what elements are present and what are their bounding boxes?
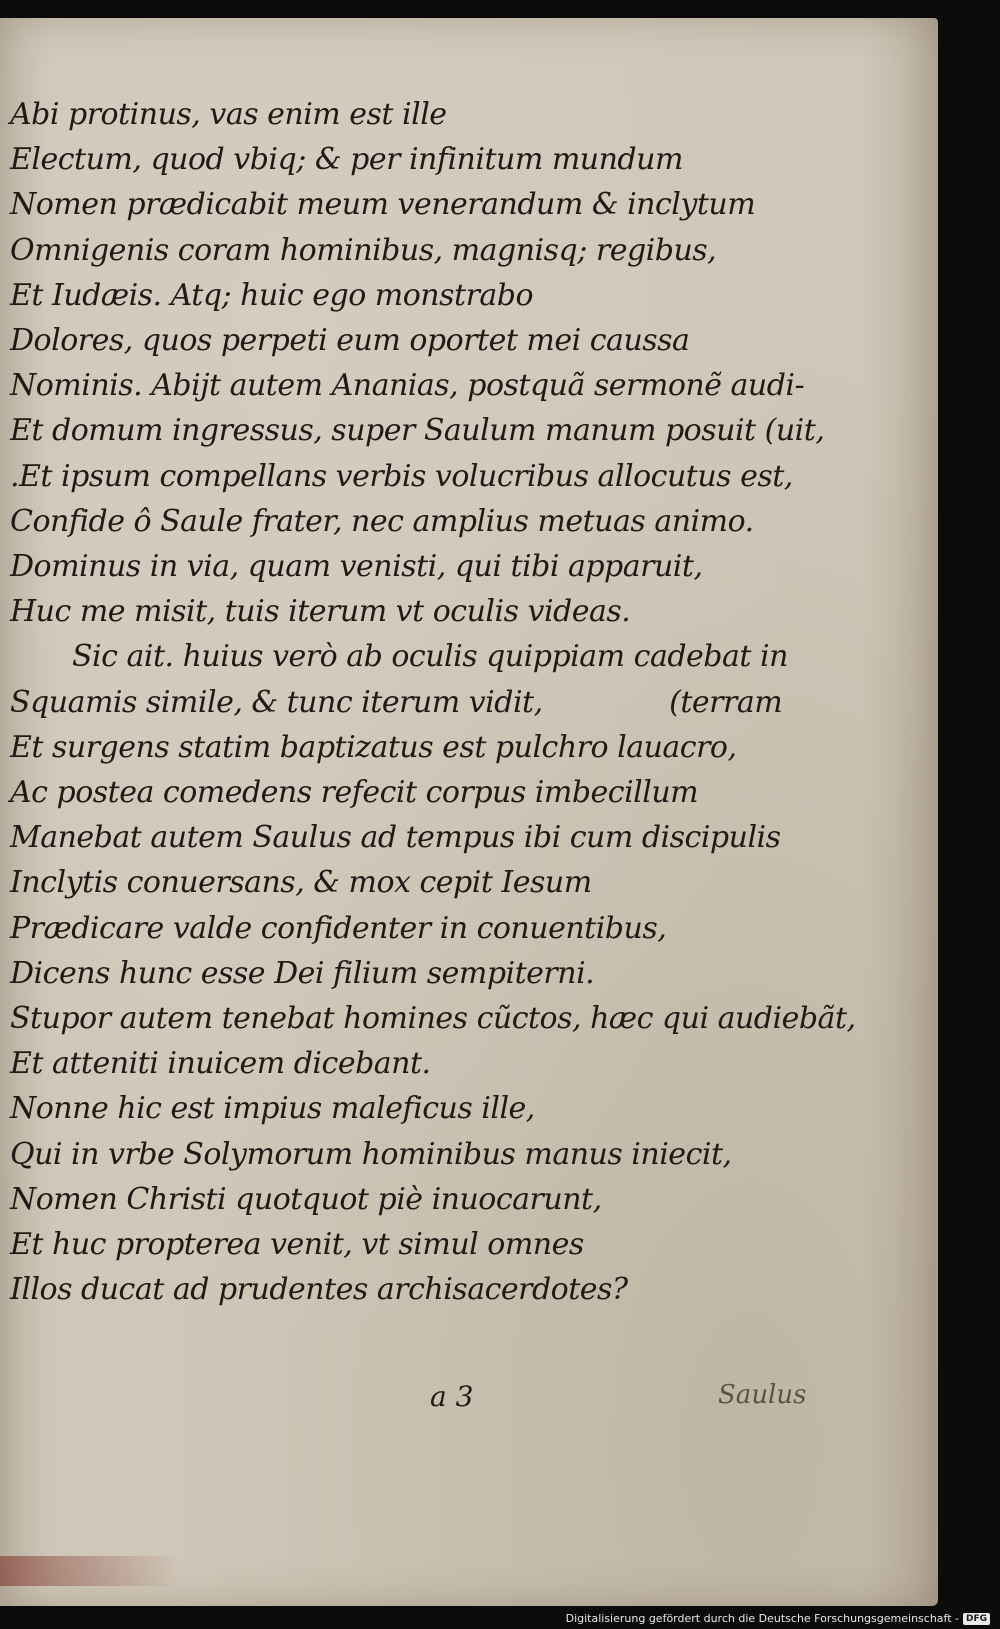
verse-line: Nomen Christi quotquot piè inuocarunt, bbox=[10, 1181, 602, 1217]
verse-line: Abi protinus, vas enim est ille bbox=[10, 97, 447, 132]
verse-line: Electum, quod vbiq; & per infinitum mundum bbox=[10, 142, 683, 178]
page-edge-stain bbox=[0, 1556, 180, 1586]
verse-line: Stupor autem tenebat homines cũctos, hæc qui audiebãt, bbox=[10, 1001, 856, 1037]
verse-line: Squamis simile, & tunc iterum vidit, (terram bbox=[10, 684, 783, 720]
verse-line: Dicens hunc esse Dei filium sempiterni. bbox=[10, 955, 595, 991]
verse-line: Manebat autem Saulus ad tempus ibi cum discipulis bbox=[10, 820, 781, 856]
verse-line: Huc me misit, tuis iterum vt oculis videas. bbox=[10, 594, 631, 630]
verse-line: Et domum ingressus, super Saulum manum posuit (uit, bbox=[10, 413, 825, 449]
digitization-credit bbox=[566, 1612, 990, 1625]
credit-text: Digitalisierung gefördert durch die Deutsche Forschungsgemeinschaft - bbox=[565, 1612, 959, 1625]
verse-line: Nominis. Abijt autem Ananias, postquã sermonẽ audi- bbox=[10, 368, 805, 404]
verse-line: Sic ait. huius verò ab oculis quippiam cadebat in bbox=[72, 639, 788, 675]
verse-line: Dominus in via, quam venisti, qui tibi apparuit, bbox=[10, 549, 703, 585]
verse-line: Illos ducat ad prudentes archisacerdotes? bbox=[10, 1272, 628, 1308]
verse-line: Inclytis conuersans, & mox cepit Iesum bbox=[10, 865, 592, 901]
verse-line: .Et ipsum compellans verbis volucribus allocutus est, bbox=[10, 458, 793, 494]
verse-line: Et Iudæis. Atq; huic ego monstrabo bbox=[10, 277, 534, 313]
page-footer bbox=[0, 1380, 938, 1420]
verse-line: Prædicare valde confidenter in conuentibus, bbox=[10, 910, 667, 946]
signature-mark: a 3 bbox=[430, 1380, 474, 1413]
verse-line: Dolores, quos perpeti eum oportet mei caussa bbox=[10, 323, 690, 359]
verse-line: Omnigenis coram hominibus, magnisq; regibus, bbox=[10, 232, 717, 268]
dfg-logo: DFG bbox=[963, 1613, 990, 1625]
verse-line: Nonne hic est impius maleficus ille, bbox=[10, 1091, 535, 1127]
verse-line: Confide ô Saule frater, nec amplius metuas animo. bbox=[10, 503, 754, 539]
verse-text-block bbox=[10, 92, 856, 1312]
verse-line: Et atteniti inuicem dicebant. bbox=[10, 1046, 431, 1082]
verse-line: Qui in vrbe Solymorum hominibus manus iniecit, bbox=[10, 1136, 732, 1172]
catchword: Saulus bbox=[718, 1380, 807, 1410]
verse-line: Et surgens statim baptizatus est pulchro lauacro, bbox=[10, 729, 737, 765]
verse-line: Et huc propterea venit, vt simul omnes bbox=[10, 1227, 584, 1263]
book-page bbox=[0, 18, 938, 1606]
verse-line: Nomen prædicabit meum venerandum & inclytum bbox=[10, 187, 756, 223]
verse-line: Ac postea comedens refecit corpus imbecillum bbox=[10, 775, 699, 811]
